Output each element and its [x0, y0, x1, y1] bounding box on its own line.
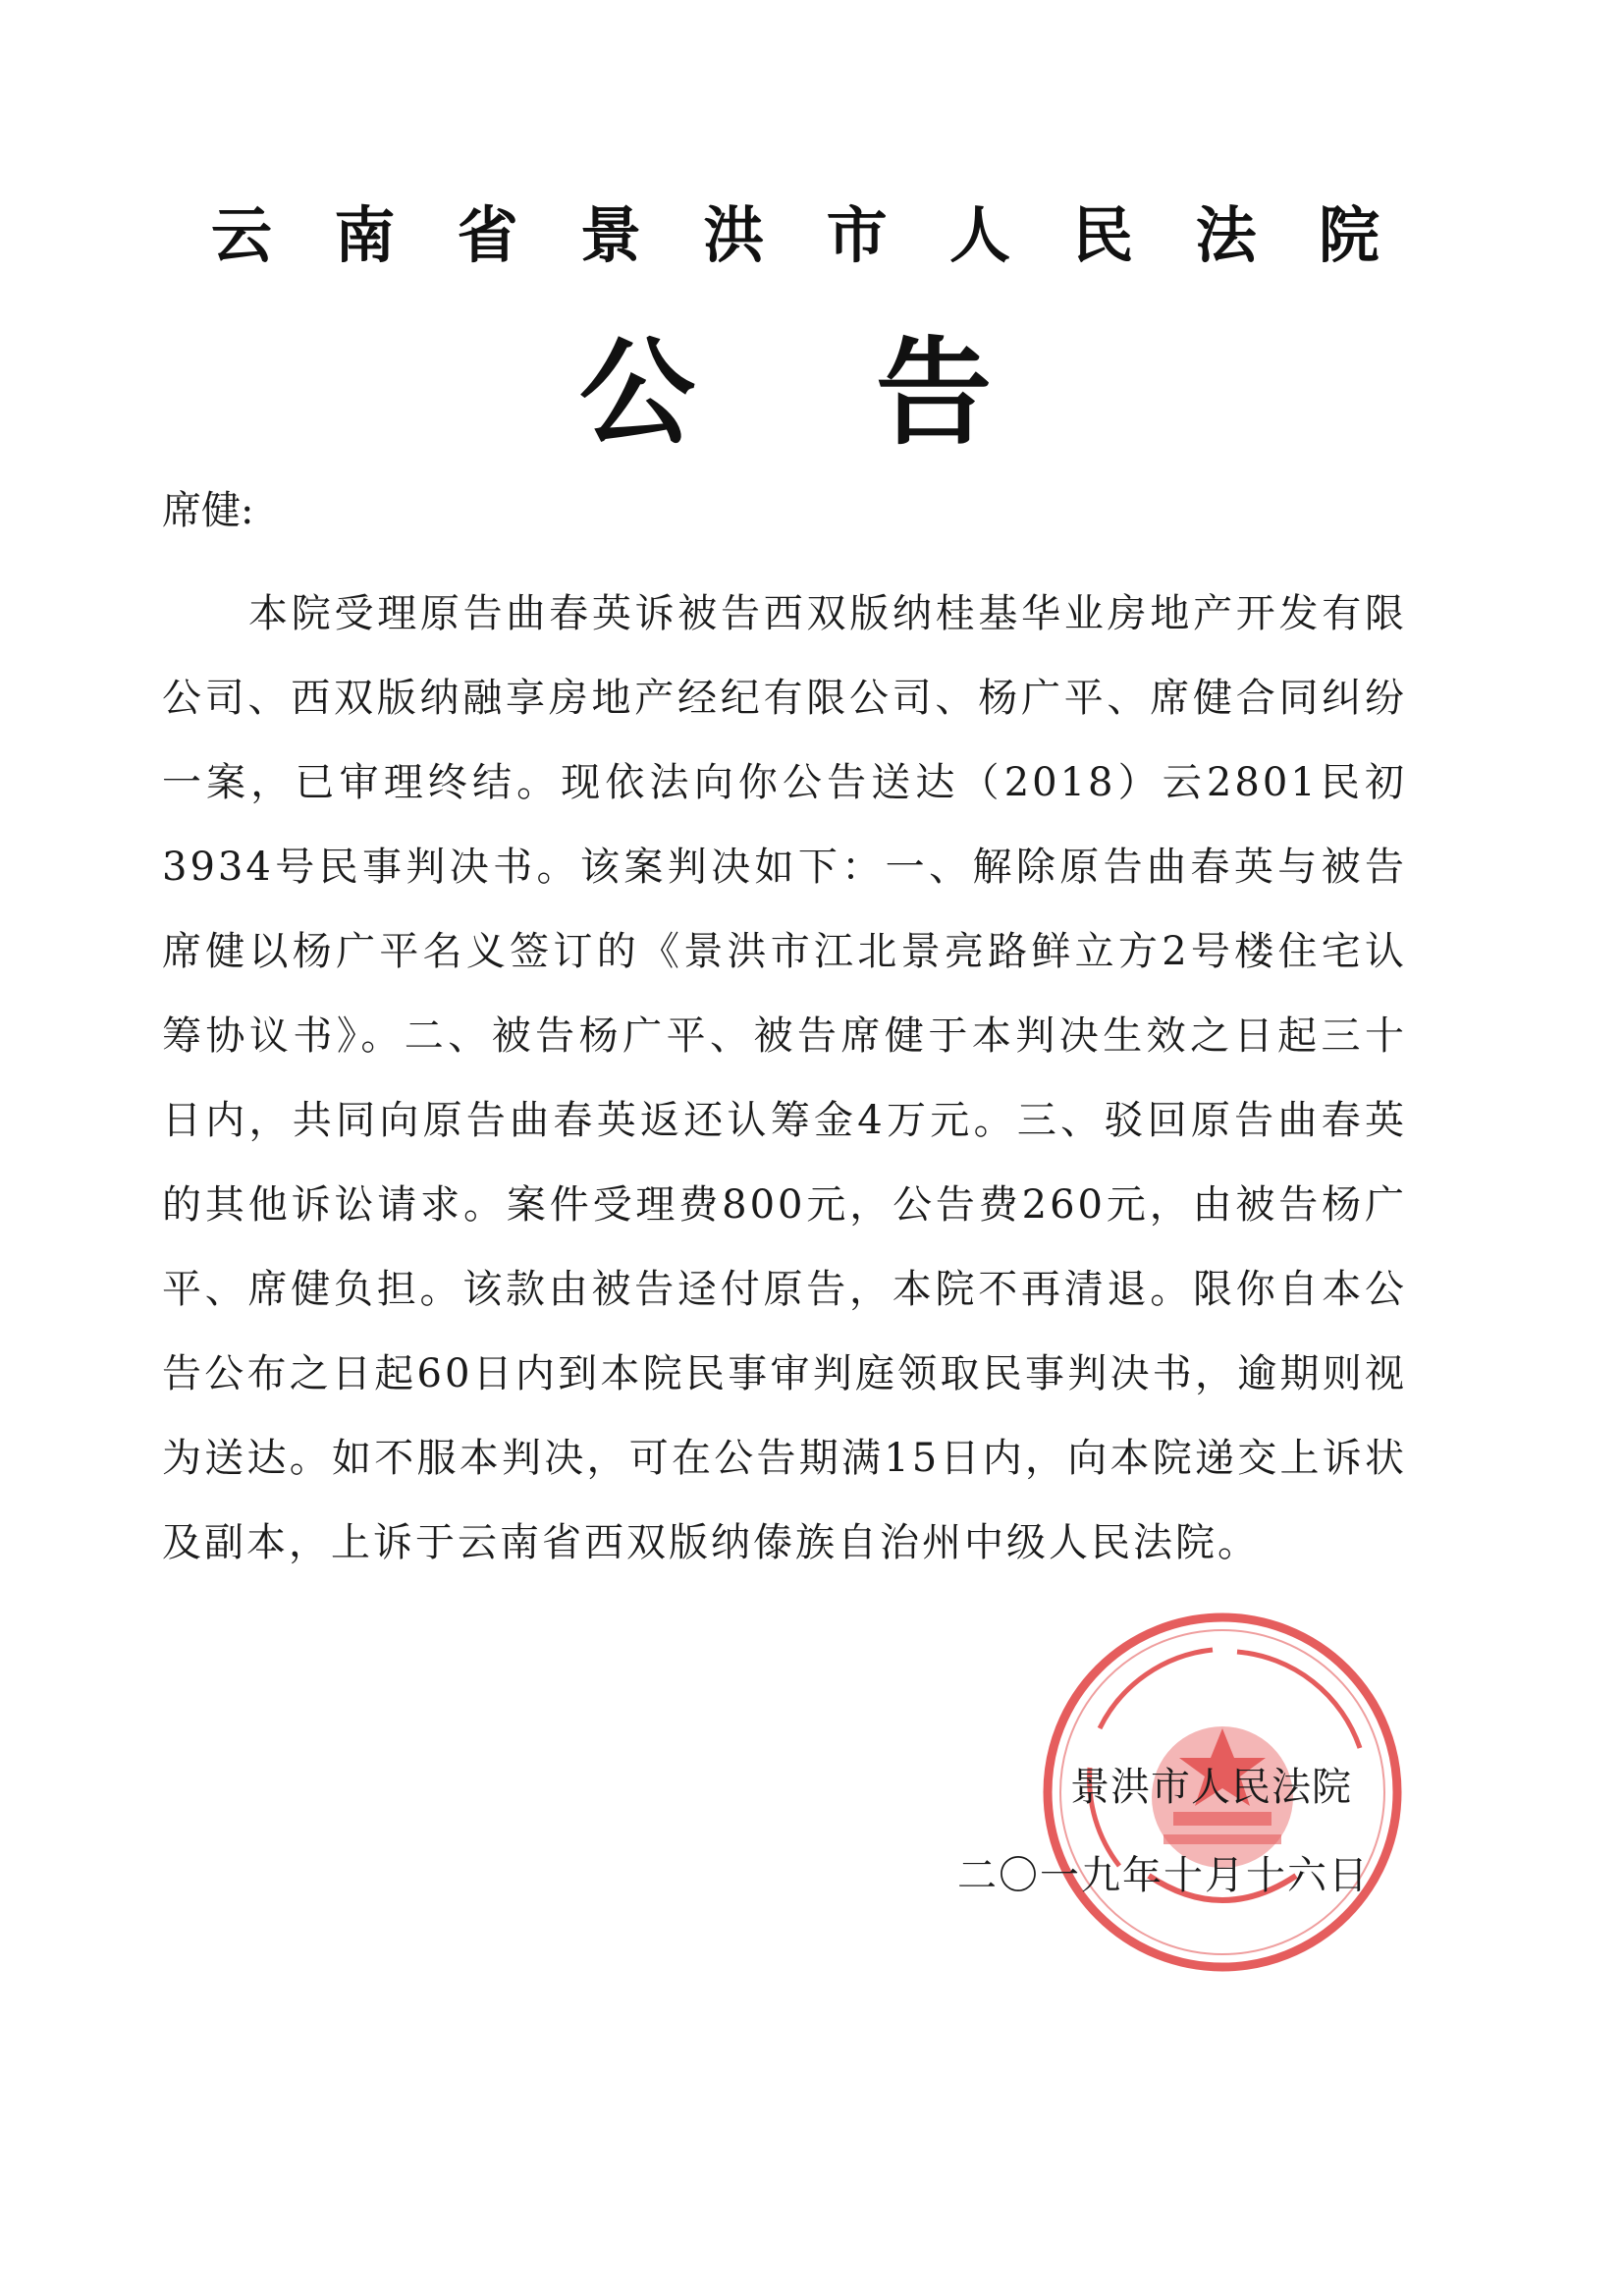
court-name-char: 民: [1072, 199, 1134, 271]
addressee: 席健:: [162, 488, 254, 533]
notice-title-char: 公: [579, 325, 696, 461]
notice-title-char: 告: [875, 325, 992, 461]
issue-date: 二〇一九年十月十六日: [957, 1853, 1370, 1898]
court-name-char: 人: [948, 199, 1010, 271]
notice-title: [579, 324, 992, 462]
notice-body: 本院受理原告曲春英诉被告西双版纳桂基华业房地产开发有限公司、西双版纳融享房地产经纪有限公司、杨广平、席健合同纠纷一案，已审理终结。现依法向你公告送达（2018）云2801民初3934号民事判决书。该案判决如下：一、解除原告曲春英与被告席健以杨广平名义签订的《景洪市江北景亮路鲜立方2号楼住宅认筹协议书》。二、被告杨广平、被告席健于本判决生效之日起三十日内，共同向原告曲春英返还认筹金4万元。三、驳回原告曲春英的其他诉讼请求。案件受理费800元，公告费260元，由被告杨广平、席健负担。该款由被告迳付原告，本院不再清退。限你自本公告公布之日起60日内到本院民事审判庭领取民事判决书，逾期则视为送达。如不服本判决，可在公告期满15日内，向本院递交上诉状及副本，上诉于云南省西双版纳傣族自治州中级人民法院。: [162, 591, 1407, 1565]
court-name-char: 法: [1195, 199, 1257, 271]
court-name-char: 云: [211, 199, 273, 271]
court-name-heading: [211, 196, 1380, 275]
court-name-char: 景: [579, 199, 641, 271]
signature-court-name: 景洪市人民法院: [1070, 1765, 1352, 1810]
court-name-char: 院: [1318, 199, 1380, 271]
court-name-char: 南: [334, 199, 396, 271]
court-name-char: 洪: [703, 199, 765, 271]
court-name-char: 市: [826, 199, 888, 271]
court-name-char: 省: [457, 199, 518, 271]
